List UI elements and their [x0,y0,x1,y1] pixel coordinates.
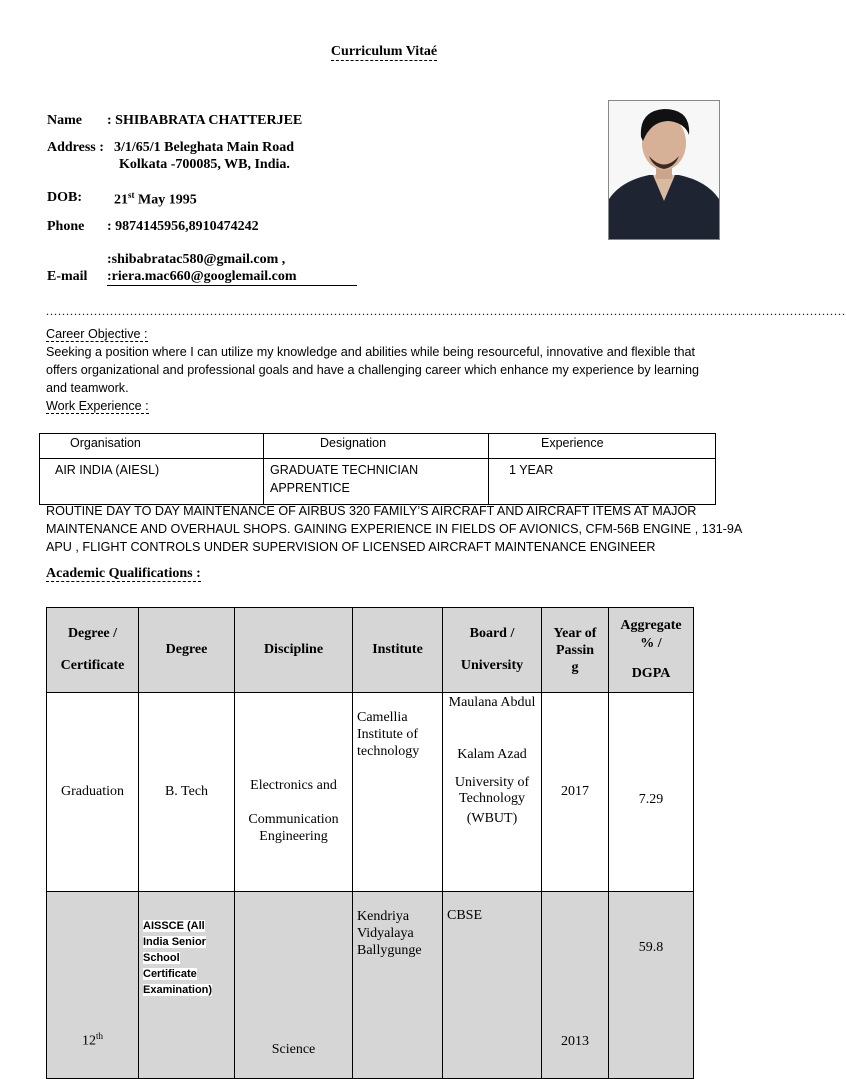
cell-12th-institute: Kendriya Vidyalaya Ballygunge [353,892,443,1079]
work-experience-table [39,433,716,505]
work-cell-experience: 1 YEAR [489,459,716,505]
dob-month-year: May 1995 [134,192,197,208]
work-header-designation: Designation [264,434,489,459]
academic-table [46,607,694,1079]
email-label: E-mail [47,269,88,284]
document-title: Curriculum Vitaé [330,44,438,59]
cell-graduation-aggregate: 7.29 [609,693,694,892]
phone-value: : 9874145956,8910474242 [107,219,259,234]
header-board-university: Board / University [443,608,542,693]
email-line1[interactable]: :shibabratac580@gmail.com , [107,252,286,267]
academic-heading: Academic Qualifications : [46,566,201,581]
table-row [40,459,716,505]
header-discipline: Discipline [235,608,353,693]
header-degree: Degree [139,608,235,693]
cell-12th-board: CBSE [443,892,542,1079]
person-portrait-icon [609,101,719,239]
name-value: : SHIBABRATA CHATTERJEE [107,113,303,128]
cell-graduation-degree: B. Tech [139,693,235,892]
cell-12th-degree: AISSCE (All India Senior School Certificate Examination) [139,892,235,1079]
address-label: Address : [47,140,104,155]
dob-day: 21 [114,192,128,208]
phone-label: Phone [47,219,85,234]
work-cell-organisation: AIR INDIA (AIESL) [40,459,264,505]
dob-superscript: st [128,190,135,200]
header-degree-certificate: Degree / Certificate [47,608,139,693]
dob-label: DOB: [47,190,82,205]
academic-header-row [47,608,694,693]
career-objective-text: Seeking a position where I can utilize my knowledge and abilities while being resourceful, innovative and flexible that offers organizational and professional goals and have a challenging career which enhance my experience by learning and teamwork. [46,345,699,395]
cell-graduation-board: Maulana Abdul Kalam Azad University of Technology (WBUT) [443,693,542,892]
email-line2[interactable]: :riera.mac660@googlemail.com [107,269,357,286]
cell-12th-discipline: Science [235,892,353,1079]
header-year-of-passing: Year of Passin g [542,608,609,693]
dob-value [114,190,197,209]
work-description: ROUTINE DAY TO DAY MAINTENANCE OF AIRBUS 320 FAMILY’S AIRCRAFT AND AIRCRAFT ITEMS AT MAJOR MAINTENANCE AND OVERHAUL SHOPS. GAINING EXPERIENCE IN FIELDS OF AVIONICS, CFM-56B ENGINE , 131-9A APU , FLIGHT CONTROLS UNDER SUPERVISION OF LICENSED AIRCRAFT MAINTENANCE ENGINEER [46,504,742,554]
cell-graduation-institute: Camellia Institute of technology [353,693,443,892]
career-objective-heading: Career Objective : [46,327,148,341]
header-aggregate: Aggregate % / DGPA [609,608,694,693]
cell-12th-aggregate: 59.8 [609,892,694,1079]
cell-graduation-year: 2017 [542,693,609,892]
cell-12th-level: 12th [47,892,139,1079]
profile-photo [608,100,720,240]
work-experience-heading: Work Experience : [46,399,149,413]
cell-graduation-discipline: Electronics and Communication Engineering [235,693,353,892]
dotted-separator: ........................................................................................................................................................................................................ [46,304,846,318]
name-label: Name [47,113,82,128]
cell-12th-year: 2013 [542,892,609,1079]
work-table-header-row [40,434,716,459]
work-cell-designation: GRADUATE TECHNICIAN APPRENTICE [264,459,489,505]
address-line1: 3/1/65/1 Beleghata Main Road [114,140,295,155]
header-institute: Institute [353,608,443,693]
address-line2: Kolkata -700085, WB, India. [119,157,290,172]
table-row [47,693,694,892]
work-header-organisation: Organisation [40,434,264,459]
cell-graduation-level: Graduation [47,693,139,892]
work-header-experience: Experience [489,434,716,459]
table-row [47,892,694,1079]
